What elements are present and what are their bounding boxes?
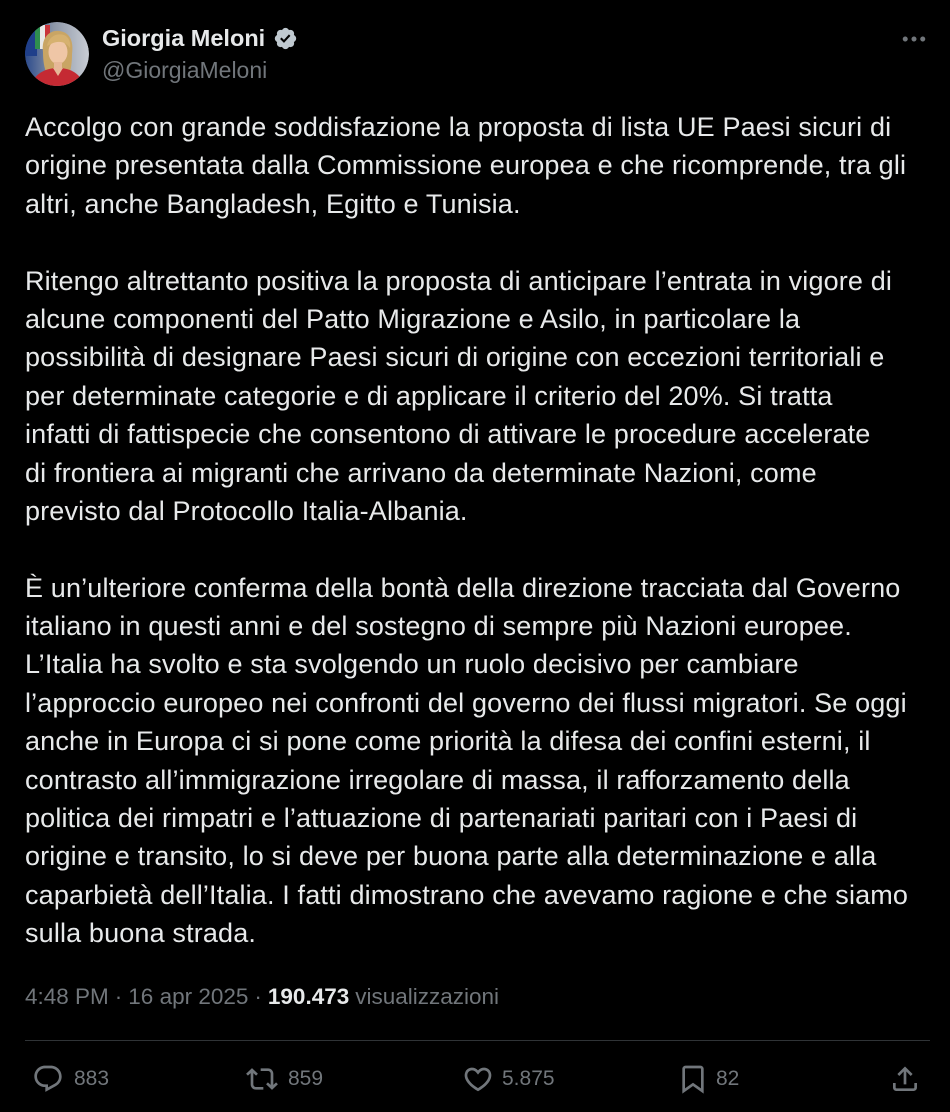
tweet-text [25,108,908,953]
reply-count: 883 [74,1067,110,1090]
tweet-meta [25,982,499,1012]
like-icon [462,1063,494,1095]
bookmark-button[interactable] [677,1063,739,1095]
tweet-paragraph [25,262,908,531]
author-handle[interactable]: @GiorgiaMeloni [102,57,268,83]
tweet-text-line: contrasto all’immigrazione irregolare di massa, il rafforzamento della [25,764,850,795]
tweet-text-line: È un’ulteriore conferma della bontà della direzione tracciata dal Governo [25,572,901,603]
more-button[interactable] [899,24,929,54]
share-icon [889,1063,921,1095]
bookmark-icon [677,1063,709,1095]
tweet-time[interactable]: 4:48 PM [25,984,109,1009]
meta-separator: · [254,984,262,1009]
tweet-text-line: italiano in questi anni e del sostegno di sempre più Nazioni europee. [25,611,852,642]
tweet-text-line: l’approccio europeo nei confronti del governo dei flussi migratori. Se oggi [25,687,907,718]
tweet-paragraph [25,108,908,223]
reply-button[interactable] [32,1063,109,1095]
tweet-text-line: di frontiera ai migranti che arrivano da determinate Nazioni, come [25,457,817,488]
repost-count: 859 [288,1067,324,1090]
tweet-text-line: sulla buona strada. [25,918,257,949]
tweet-text-line: origine e transito, lo si deve per buona parte alla determinazione e alla [25,841,877,872]
avatar-photo-icon [25,22,89,86]
tweet-text-line: previsto dal Protocollo Italia-Albania. [25,495,468,526]
reply-icon [32,1063,64,1095]
tweet-paragraph [25,569,908,953]
bookmark-count: 82 [716,1067,740,1090]
tweet-text-line: Ritengo altrettanto positiva la proposta di anticipare l’entrata in vigore di [25,265,893,296]
tweet-text-line: origine presentata dalla Commissione europea e che ricomprende, tra gli [25,150,907,181]
tweet-text-line: per determinate categorie e di applicare il criterio del 20%. Si tratta [25,380,833,411]
more-icon [899,24,929,54]
author-avatar[interactable] [25,22,89,86]
tweet-text-line: L’Italia ha svolto e sta svolgendo un ruolo decisivo per cambiare [25,649,799,680]
views-label: visualizzazioni [355,984,500,1009]
tweet-text-line: politica dei rimpatri e l’attuazione di partenariati paritari con i Paesi di [25,803,858,834]
repost-icon [246,1063,278,1095]
tweet-text-line: caparbietà dell’Italia. I fatti dimostrano che avevamo ragione e che siamo [25,879,909,910]
share-button[interactable] [889,1063,921,1095]
like-button[interactable] [462,1063,555,1095]
views-count: 190.473 [267,984,350,1009]
tweet-text-line: altri, anche Bangladesh, Egitto e Tunisia. [25,188,521,219]
tweet-date[interactable]: 16 apr 2025 [128,984,249,1009]
verified-badge-icon[interactable] [273,26,298,51]
repost-button[interactable] [246,1063,323,1095]
tweet-text-line: alcune componenti del Patto Migrazione e Asilo, in particolare la [25,303,801,334]
like-count: 5.875 [502,1067,555,1090]
meta-separator: · [114,984,123,1009]
author-name[interactable]: Giorgia Meloni [102,25,266,51]
divider [25,1040,930,1041]
tweet-text-line: Accolgo con grande soddisfazione la proposta di lista UE Paesi sicuri di [25,112,892,142]
author-name-row [102,23,298,53]
tweet-text-line: infatti di fattispecie che consentono di attivare le procedure accelerate [25,419,871,450]
tweet-text-line: anche in Europa ci si pone come priorità la difesa dei confini esterni, il [25,726,871,757]
tweet-text-line: possibilità di designare Paesi sicuri di origine con eccezioni territoriali e [25,342,885,373]
